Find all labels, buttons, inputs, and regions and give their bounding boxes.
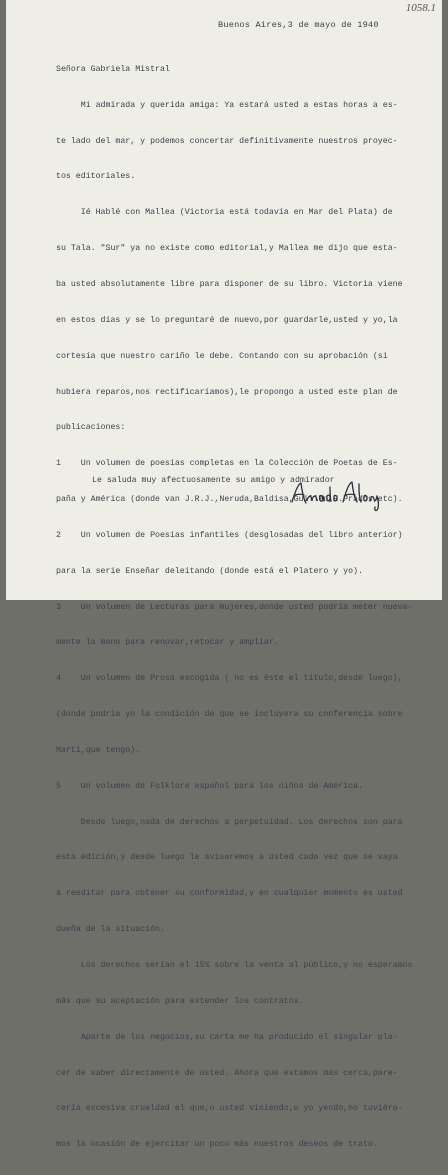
letter-line: Martí,que tengo). [56, 745, 141, 755]
letter-line: (donde podría yo la condición de que se incluyera su conferencia sobre [56, 710, 403, 720]
plan-item-3: 3 Un volumen de Lecturas para mujeres,donde usted podría meter nueva- [56, 602, 413, 612]
letter-line: para la serie Enseñar deleitando (donde está el Platero y yo). [56, 566, 363, 576]
letter-line: publicaciones: [56, 423, 126, 433]
handwritten-signature [289, 478, 385, 514]
plan-item-2: 2 Un volumen de Poesías infantiles (desglosadas del libro anterior) [56, 530, 403, 540]
letter-line: a reeditar para obtener su conformidad,y en cualquier momento es usted [56, 889, 403, 899]
letter-line: hubiera reparos,nos rectificaríamos),le propongo a usted este plan de [56, 387, 398, 397]
letter-line: tos editoriales. [56, 172, 136, 182]
letter-line: mente la mano para renovar,retocar y ampliar. [56, 638, 279, 648]
closing-line: Le saluda muy afectuosamente su amigo y admirador [92, 476, 335, 485]
letter-line: Aparte de los negocios,su carta me ha producido el singular pla- [56, 1032, 398, 1042]
salutation: Señora Gabriela Mistral [56, 64, 170, 74]
letter-line: Desde luego,nada de derechos a perpetuidad. Los derechos son para [56, 817, 403, 827]
plan-item-4: 4 Un volumen de Prosa escogida ( no es éste el título,desde luego), [56, 674, 403, 684]
letter-line: más que su aceptación para extender los contratos. [56, 996, 304, 1006]
letter-line: ba usted absolutamente libre para disponer de su libro. Victoria viene [56, 279, 403, 289]
plan-item-5: 5 Un volumen de Folklore español para los niños de América. [56, 781, 363, 791]
letter-page [6, 0, 442, 1150]
letter-line: te lado del mar, y podemos concertar definitivamente nuestros proyec- [56, 136, 398, 146]
letter-line: cería excesiva crueldad el que,o usted viniendo,o yo yendo,no tuviéra- [56, 1104, 403, 1114]
letter-line: en estos días y se lo preguntaré de nuevo,por guardarle,usted y yo,la [56, 315, 398, 325]
letter-line: dueña de la situación. [56, 925, 165, 935]
letter-line: Ié Hablé con Mallea (Victoria está todavía en Mar del Plata) de [56, 208, 393, 218]
date-line: Buenos Aires,3 de mayo de 1940 [218, 20, 379, 30]
letter-body [56, 40, 426, 1175]
letter-line: Los derechos serían el 15% sobre la venta al público,y no esperamos [56, 961, 413, 970]
letter-line: Mi admirada y querida amiga: Ya estará usted a estas horas a es- [56, 100, 398, 110]
letter-line: cer de saber directamente de usted. Ahora que estamos más cerca,pare- [56, 1068, 398, 1078]
letter-line: cortesía que nuestro cariño le debe. Contando con su aprobación (si [56, 351, 388, 361]
letter-line: esta edición,y desde luego le avisaremos a usted cada vez que se vaya [56, 853, 398, 863]
letter-line: mos la ocasión de ejercitar un poco más nuestros deseos de trato. [56, 1140, 378, 1150]
plan-item-1: 1 Un volumen de poesías completas en la Colección de Poetas de Es- [56, 459, 398, 469]
letter-line: su Tala. "Sur" ya no existe como editorial,y Mallea me dijo que esta- [56, 244, 398, 254]
letter-line: paña y América (donde van J.R.J.,Neruda,Baldisa,Guillén,E.Prados,etc). [56, 495, 403, 505]
folio-number: 1058.1 [405, 2, 436, 14]
